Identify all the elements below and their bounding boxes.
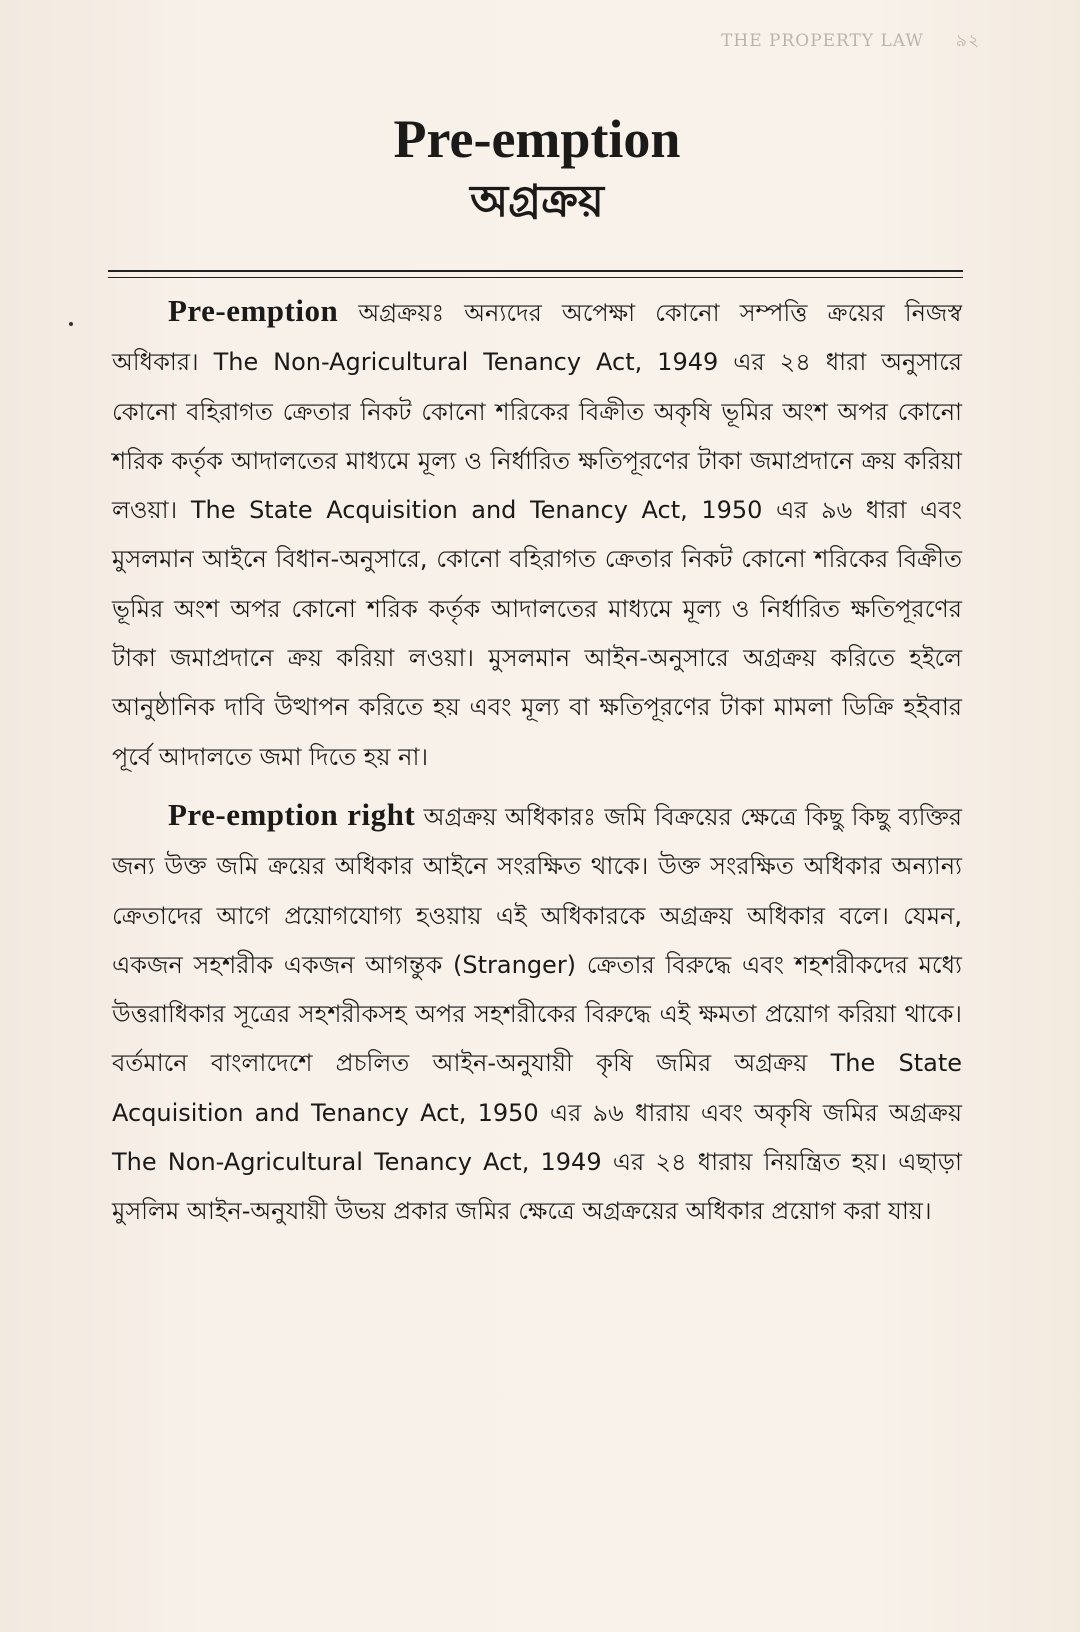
title-rule-thin xyxy=(108,277,963,278)
entry-term: Pre-emption right xyxy=(168,796,416,832)
entry-term: Pre-emption xyxy=(168,293,339,328)
entry-pre-emption xyxy=(112,286,962,782)
page-title-bengali: অগ্রক্রয় xyxy=(470,176,604,227)
running-head xyxy=(330,28,980,56)
entry-pre-emption-right xyxy=(112,790,962,1237)
entry-definition: অগ্রক্রয় অধিকারঃ জমি বিক্রয়ের ক্ষেত্রে কিছু কিছু ব্যক্তির জন্য উক্ত জমি ক্রয়ের অধিকার আইনে সংরক্ষিত থাকে। উক্ত সংরক্ষিত অধিকার অন্যান্য ক্রেতাদের আগে প্রয়োগযোগ্য হওয়ায় এই অধিকারকে অগ্রক্রয় অধিকার বলে। যেমন, একজন সহশরীক একজন আগন্তুক (Stranger) ক্রেতার বিরুদ্ধে এবং শহশরীকদের মধ্যে উত্তরাধিকার সূত্রের সহশরীকসহ অপর সহশরীকের বিরুদ্ধে এই ক্ষমতা প্রয়োগ করিয়া থাকে। বর্তমানে বাংলাদেশে প্রচলিত আইন-অনুযায়ী কৃষি জমির অগ্রক্রয় The State Acquisition and Tenancy Act, 1950 এর ৯৬ ধারায় এবং অকৃষি জমির অগ্রক্রয় The Non-Agricultural Tenancy Act, 1949 এর ২৪ ধারায় নিয়ন্ত্রিত হয়। এছাড়া মুসলিম আইন-অনুযায়ী উভয় প্রকার জমির ক্ষেত্রে অগ্রক্রয়ের অধিকার প্রয়োগ করা যায়। xyxy=(112,802,963,1226)
page-title: Pre-emption xyxy=(393,109,681,169)
title-block xyxy=(112,108,962,234)
page-number: ৯২ xyxy=(955,31,980,51)
margin-speck xyxy=(69,322,73,326)
running-head-text: THE PROPERTY LAW xyxy=(721,31,924,51)
entries-body xyxy=(112,286,962,1245)
entry-definition: অগ্রক্রয়ঃ অন্যদের অপেক্ষা কোনো সম্পত্তি ক্রয়ের নিজস্ব অধিকার। The Non-Agricultural Tenancy Act, 1949 এর ২৪ ধারা অনুসারে কোনো বহিরাগত ক্রেতার নিকট কোনো শরিকের বিক্রীত অকৃষি ভূমির অংশ অপর কোনো শরিক কর্তৃক আদালতের মাধ্যমে মূল্য ও নির্ধারিত ক্ষতিপূরণের টাকা জমাপ্রদানে ক্রয় করিয়া লওয়া। The State Acquisition and Tenancy Act, 1950 এর ৯৬ ধারা এবং মুসলমান আইনে বিধান-অনুসারে, কোনো বহিরাগত ক্রেতার নিকট কোনো শরিকের বিক্রীত ভূমির অংশ অপর কোনো শরিক কর্তৃক আদালতের মাধ্যমে মূল্য ও নির্ধারিত ক্ষতিপূরণের টাকা জমাপ্রদানে ক্রয় করিয়া লওয়া। মুসলমান আইন-অনুসারে অগ্রক্রয় করিতে হইলে আনুষ্ঠানিক দাবি উত্থাপন করিতে হয় এবং মূল্য বা ক্ষতিপূরণের টাকা মামলা ডিক্রি হইবার পূর্বে আদালতে জমা দিতে হয় না। xyxy=(112,299,962,771)
title-rule-thick xyxy=(108,270,963,272)
